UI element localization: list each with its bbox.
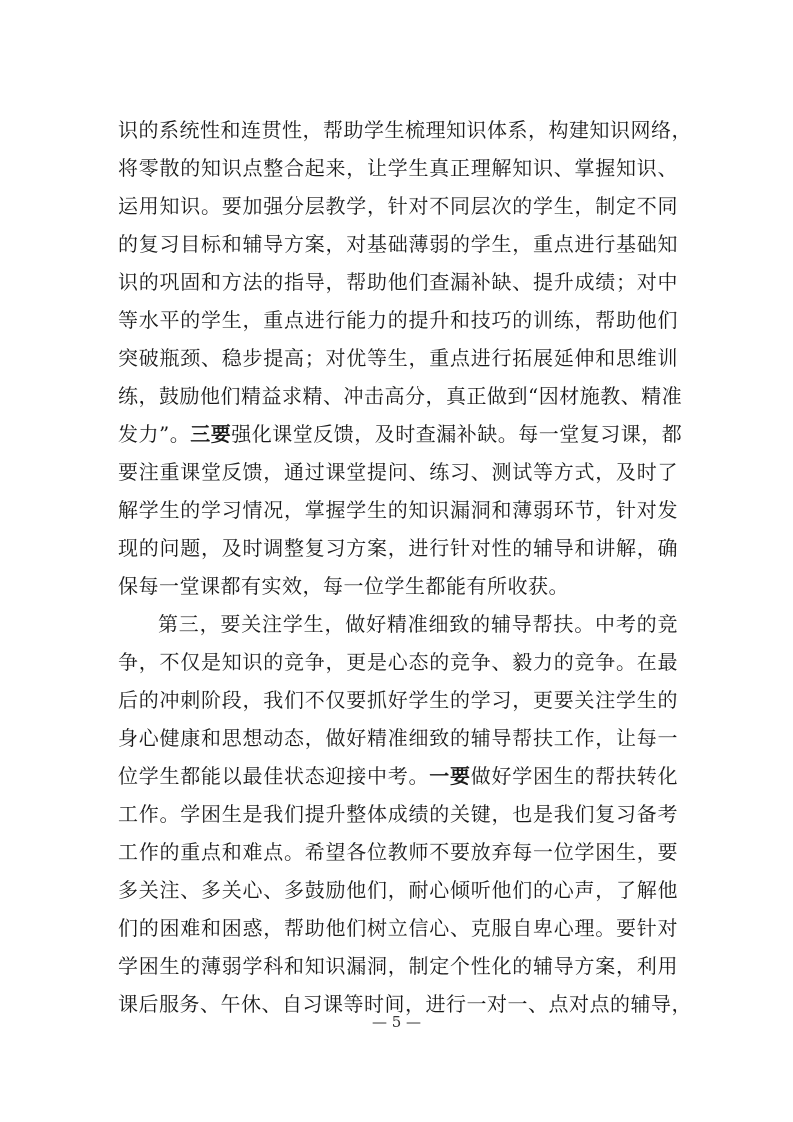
- text-line: 解学生的学习情况，掌握学生的知识漏洞和薄弱环节，针对发: [118, 498, 678, 522]
- text-segment: 强化课堂反馈，及时查漏补缺。每一堂复习课，都: [231, 422, 683, 446]
- text-line: 课后服务、午休、自习课等时间，进行一对一、点对点的辅导，: [118, 992, 692, 1016]
- text-line: 学困生的薄弱学科和知识漏洞，制定个性化的辅导方案，利用: [118, 954, 678, 978]
- text-line: 识的巩固和方法的指导，帮助他们查漏补缺、提升成绩；对中: [118, 270, 678, 294]
- text-line: 工作。学困生是我们提升整体成绩的关键，也是我们复习备考: [118, 802, 678, 826]
- page-number: — 5 —: [371, 1013, 422, 1031]
- text-line: 工作的重点和难点。希望各位教师不要放弃每一位学困生，要: [118, 840, 678, 864]
- text-line: [118, 757, 678, 795]
- text-line: [118, 415, 683, 453]
- text-line: 等水平的学生，重点进行能力的提升和技巧的训练，帮助他们: [118, 308, 678, 332]
- body-text: [118, 111, 692, 1023]
- text-line: 多关注、多关心、多鼓励他们，耐心倾听他们的心声，了解他: [118, 878, 678, 902]
- text-line: 的复习目标和辅导方案，对基础薄弱的学生，重点进行基础知: [118, 232, 678, 256]
- text-line: 将零散的知识点整合起来，让学生真正理解知识、掌握知识、: [118, 156, 678, 180]
- text-line: 们的困难和困惑，帮助他们树立信心、克服自卑心理。要针对: [118, 916, 678, 940]
- text-line: 现的问题，及时调整复习方案，进行针对性的辅导和讲解，确: [118, 536, 678, 560]
- text-segment: 位学生都能以最佳状态迎接中考。: [118, 764, 430, 788]
- text-line: 争，不仅是知识的竞争，更是心态的竞争、毅力的竞争。在最: [118, 650, 678, 674]
- text-line: 运用知识。要加强分层教学，针对不同层次的学生，制定不同: [118, 194, 678, 218]
- emphasis-label: 一要: [429, 764, 471, 788]
- emphasis-label: 三要: [190, 422, 232, 446]
- text-line: 识的系统性和连贯性，帮助学生梳理知识体系，构建知识网络，: [118, 118, 692, 142]
- text-segment: 发力”。: [118, 422, 191, 446]
- text-line: 后的冲刺阶段，我们不仅要抓好学生的学习，更要关注学生的: [118, 688, 678, 712]
- paragraph-first-line: 第三，要关注学生，做好精准细致的辅导帮扶。中考的竞: [158, 612, 678, 636]
- text-segment: 做好学困生的帮扶转化: [470, 764, 678, 788]
- text-line: 身心健康和思想动态，做好精准细致的辅导帮扶工作，让每一: [118, 726, 678, 750]
- paragraph-last-line: 保每一堂课都有实效，每一位学生都能有所收获。: [118, 574, 569, 598]
- text-line: 要注重课堂反馈，通过课堂提问、练习、测试等方式，及时了: [118, 460, 678, 484]
- text-line: 练，鼓励他们精益求精、冲击高分，真正做到“因材施教、精准: [118, 384, 683, 408]
- text-line: 突破瓶颈、稳步提高；对优等生，重点进行拓展延伸和思维训: [118, 346, 678, 370]
